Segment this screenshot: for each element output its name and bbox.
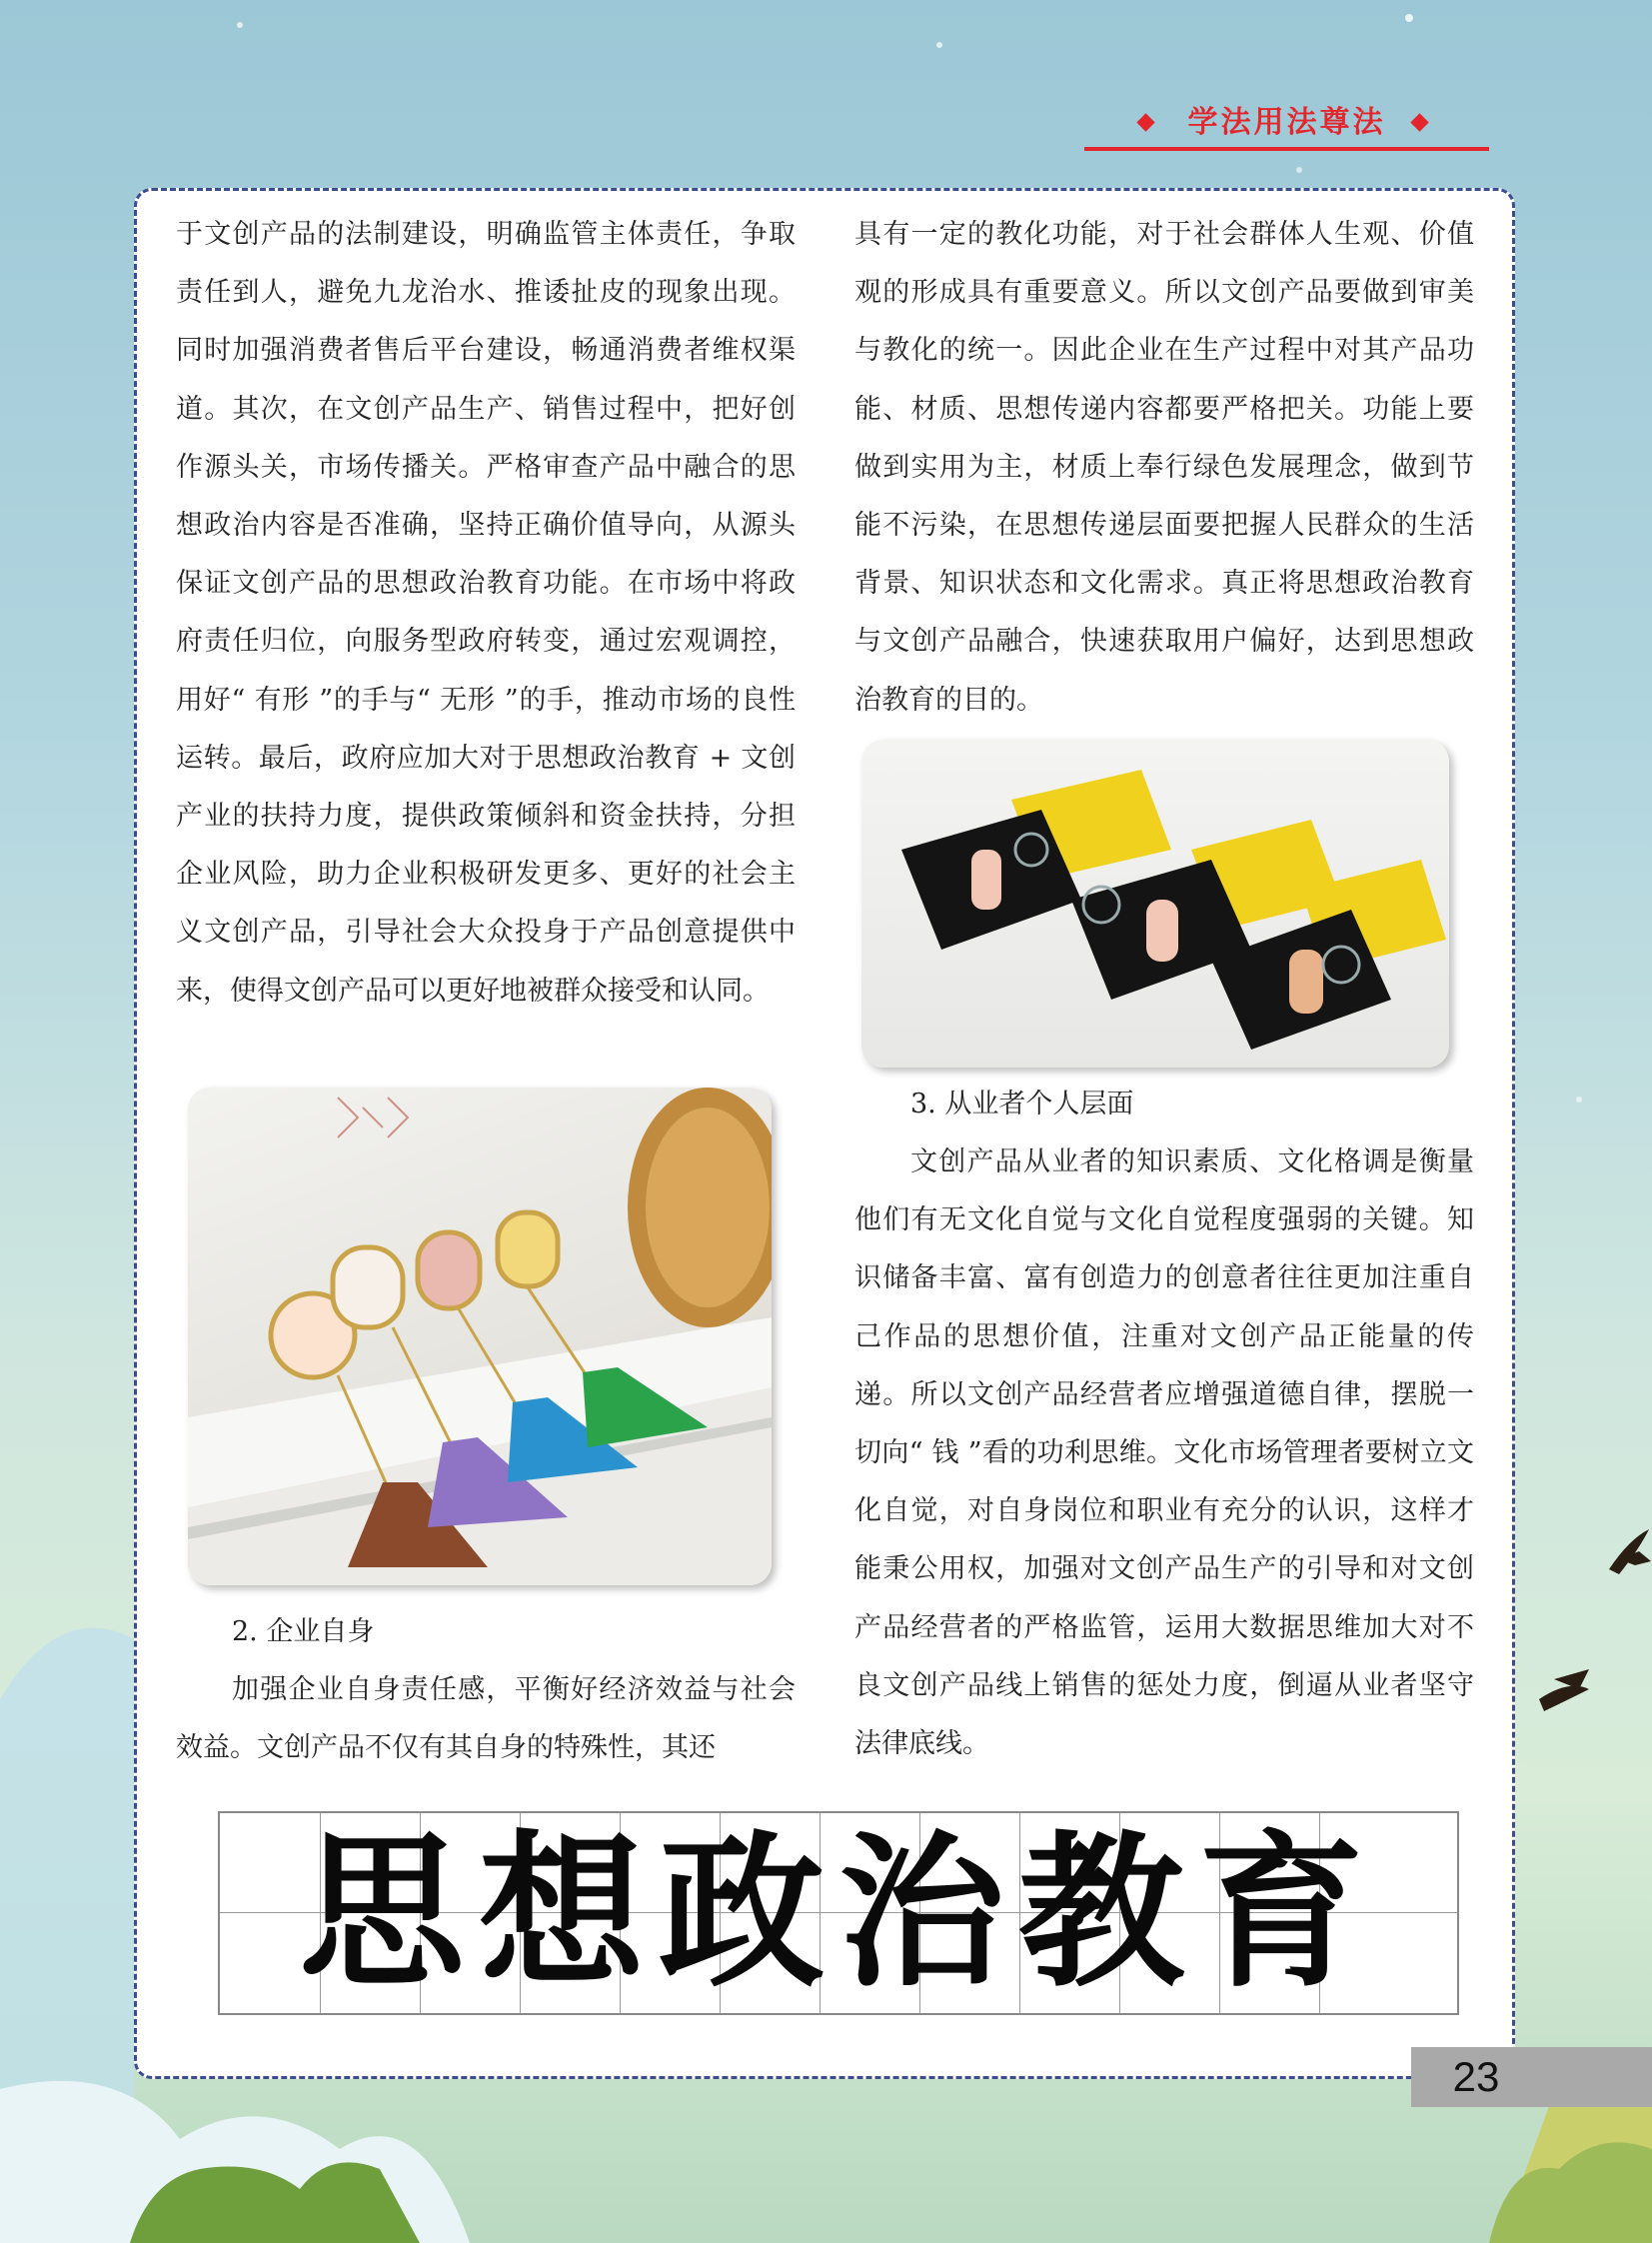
bookmark-product-photo (188, 1088, 772, 1585)
right-paragraph-1: 具有一定的教化功能，对于社会群体人生观、价值观的形成具有重要意义。所以文创产品要做到审美与教化的统一。因此企业在生产过程中对其产品功能、材质、思想传递内容都要严格把关。功能上要做到实用为主，材质上奉行绿色发展理念，做到节能不污染，在思想传递层面要把握人民群众的生活背景、知识状态和文化需求。真正将思想政治教育与文创产品融合，快速获取用户偏好，达到思想政治教育的目的。 (854, 219, 1474, 716)
header-underline (1084, 147, 1489, 151)
page-number: 23 (1452, 2053, 1500, 2100)
left-paragraph-1: 于文创产品的法制建设，明确监管主体责任，争取责任到人，避免九龙治水、推诿扯皮的现象出现。同时加强消费者售后平台建设，畅通消费者维权渠道。其次，在文创产品生产、销售过程中，把好创作源头关，市场传播关。严格审查产品中融合的思想政治内容是否准确，坚持正确价值导向，从源头保证文创产品的思想政治教育功能。在市场中将政府责任归位，向服务型政府转变，通过宏观调控，用好“ 有形 ”的手与“ 无形 ”的手，推动市场的良性运转。最后，政府应加大对于思想政治教育 + 文创产业的扶持力度，提供政策倾斜和资金扶持，分担企业风险，助力企业积极研发更多、更好的社会主义文创产品，引导社会大众投身于产品创意提供中来，使得文创产品可以更好地被群众接受和认同。 (176, 219, 796, 1007)
bookmark-illustration (188, 1088, 772, 1585)
left-column-lower (176, 1603, 796, 1777)
keychain-product-photo (861, 740, 1449, 1068)
section-title: 学法用法尊法 (1187, 105, 1386, 140)
heading-enterprise: 2. 企业自身 (232, 1616, 375, 1647)
right-column (854, 206, 1474, 730)
right-paragraph-2: 文创产品从业者的知识素质、文化格调是衡量他们有无文化自觉与文化自觉程度强弱的关键。知识储备丰富、富有创造力的创意者往往更加注重自己作品的思想价值，注重对文创产品正能量的传递。所以文创产品经营者应增强道德自律，摆脱一切向“ 钱 ”看的功利思维。文化市场管理者要树立文化自觉，对自身岗位和职业有充分的认识，这样才能秉公用权，加强对文创产品生产的引导和对文创产品经营者的严格监管，运用大数据思维加大对不良文创产品线上销售的惩处力度，倒逼从业者坚守法律底线。 (854, 1146, 1474, 1760)
heading-practitioner: 3. 从业者个人层面 (910, 1089, 1134, 1120)
left-column (176, 206, 796, 1021)
left-paragraph-2: 加强企业自身责任感，平衡好经济效益与社会效益。文创产品不仅有其自身的特殊性，其还 (176, 1674, 796, 1764)
right-column-lower (854, 1076, 1474, 1773)
calligraphy-text: 思想政治教育 (299, 1815, 1378, 2010)
keychain-illustration (861, 740, 1449, 1068)
calligraphy-banner (218, 1811, 1459, 2015)
